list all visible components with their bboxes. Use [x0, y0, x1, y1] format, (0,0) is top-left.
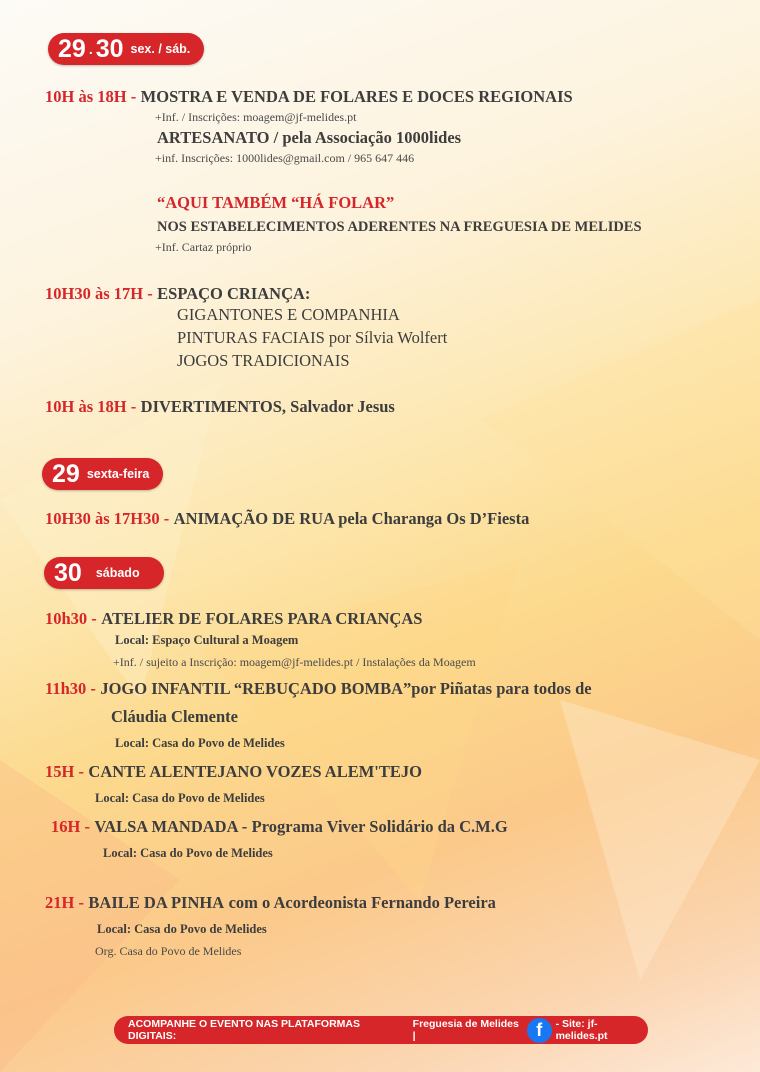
event-row [45, 284, 310, 304]
event-title: ESPAÇO CRIANÇA: [157, 284, 311, 303]
event-note: +Inf. Cartaz próprio [155, 240, 252, 254]
event-time: 15H - [45, 762, 84, 781]
day-number: 30 [54, 558, 82, 587]
event-title: VALSA MANDADA - [94, 817, 248, 836]
event-title: ANIMAÇÃO DE RUA pela Charanga Os D’Fiesta [173, 509, 530, 528]
event-row [45, 509, 529, 529]
event-row [51, 817, 508, 837]
list-item: JOGOS TRADICIONAIS [177, 351, 350, 370]
footer-text: ACOMPANHE O EVENTO NAS PLATAFORMAS DIGITAIS: [128, 1018, 360, 1042]
event-row [45, 397, 395, 417]
day-separator: . [88, 41, 93, 57]
event-time: 10h30 - [45, 609, 97, 628]
footer-bar [114, 1016, 648, 1044]
event-row [45, 679, 592, 699]
event-subtitle: ARTESANATO / pela Associação 1000lides [157, 128, 462, 147]
event-location: Local: Casa do Povo de Melides [97, 922, 267, 936]
event-time: 21H - [45, 893, 84, 912]
event-time: 10H às 18H - [45, 397, 137, 416]
event-title: JOGO INFANTIL “REBUÇADO BOMBA”por Piñatas para todos de [100, 679, 592, 698]
day-number: 30 [95, 34, 124, 63]
event-title-continued: Programa Viver Solidário da C.M.G [251, 817, 508, 836]
event-location: Local: Casa do Povo de Melides [103, 846, 273, 860]
event-title: BAILE DA PINHA [88, 893, 225, 912]
day-number: 29 [58, 34, 86, 63]
event-title: DIVERTIMENTOS, Salvador Jesus [140, 397, 395, 416]
day-label: sexta-feira [86, 467, 150, 481]
event-title-continued: com o Acordeonista Fernando Pereira [228, 893, 496, 912]
event-title: CANTE ALENTEJANO VOZES ALEM'TEJO [88, 762, 422, 781]
event-row [45, 762, 422, 782]
day-label: sex. / sáb. [130, 42, 191, 56]
event-subtitle: NOS ESTABELECIMENTOS ADERENTES NA FREGUESIA DE MELIDES [157, 219, 642, 235]
event-title: ATELIER DE FOLARES PARA CRIANÇAS [101, 609, 423, 628]
event-organizer: Org. Casa do Povo de Melides [95, 944, 242, 958]
event-row [45, 87, 573, 107]
day-label: sábado [95, 566, 140, 580]
event-row [45, 893, 496, 913]
event-location: Local: Espaço Cultural a Moagem [115, 633, 299, 647]
event-note: +inf. Inscrições: 1000lides@gmail.com / 965 647 446 [155, 151, 415, 165]
day-header-30 [44, 557, 164, 589]
event-time: 10H30 às 17H30 - [45, 509, 170, 528]
event-location: Local: Casa do Povo de Melides [95, 791, 265, 805]
day-header-29-30 [48, 33, 204, 65]
facebook-glyph: f [536, 1019, 543, 1040]
event-title-continued: Cláudia Clemente [111, 707, 238, 726]
event-time: 10H30 às 17H - [45, 284, 153, 303]
facebook-icon[interactable] [527, 1018, 552, 1043]
event-title: “AQUI TAMBÉM “HÁ FOLAR” [157, 193, 395, 212]
event-location: Local: Casa do Povo de Melides [115, 736, 285, 750]
event-title: MOSTRA E VENDA DE FOLARES E DOCES REGIONAIS [140, 87, 573, 106]
event-note: +Inf. / sujeito a Inscrição: moagem@jf-melides.pt / Instalações da Moagem [113, 655, 476, 669]
event-time: 11h30 - [45, 679, 96, 698]
day-number: 29 [52, 459, 80, 488]
event-note: +Inf. / Inscrições: moagem@jf-melides.pt [155, 110, 357, 124]
event-time: 16H - [51, 817, 90, 836]
footer-link-site[interactable]: - Site: jf-melides.pt [555, 1018, 608, 1042]
footer-link-facebook-page[interactable]: Freguesia de Melides | [412, 1018, 519, 1042]
list-item: GIGANTONES E COMPANHIA [177, 305, 400, 324]
list-item: PINTURAS FACIAIS por Sílvia Wolfert [177, 328, 448, 347]
event-time: 10H às 18H - [45, 87, 137, 106]
day-header-29 [42, 458, 163, 490]
event-row [45, 609, 422, 629]
